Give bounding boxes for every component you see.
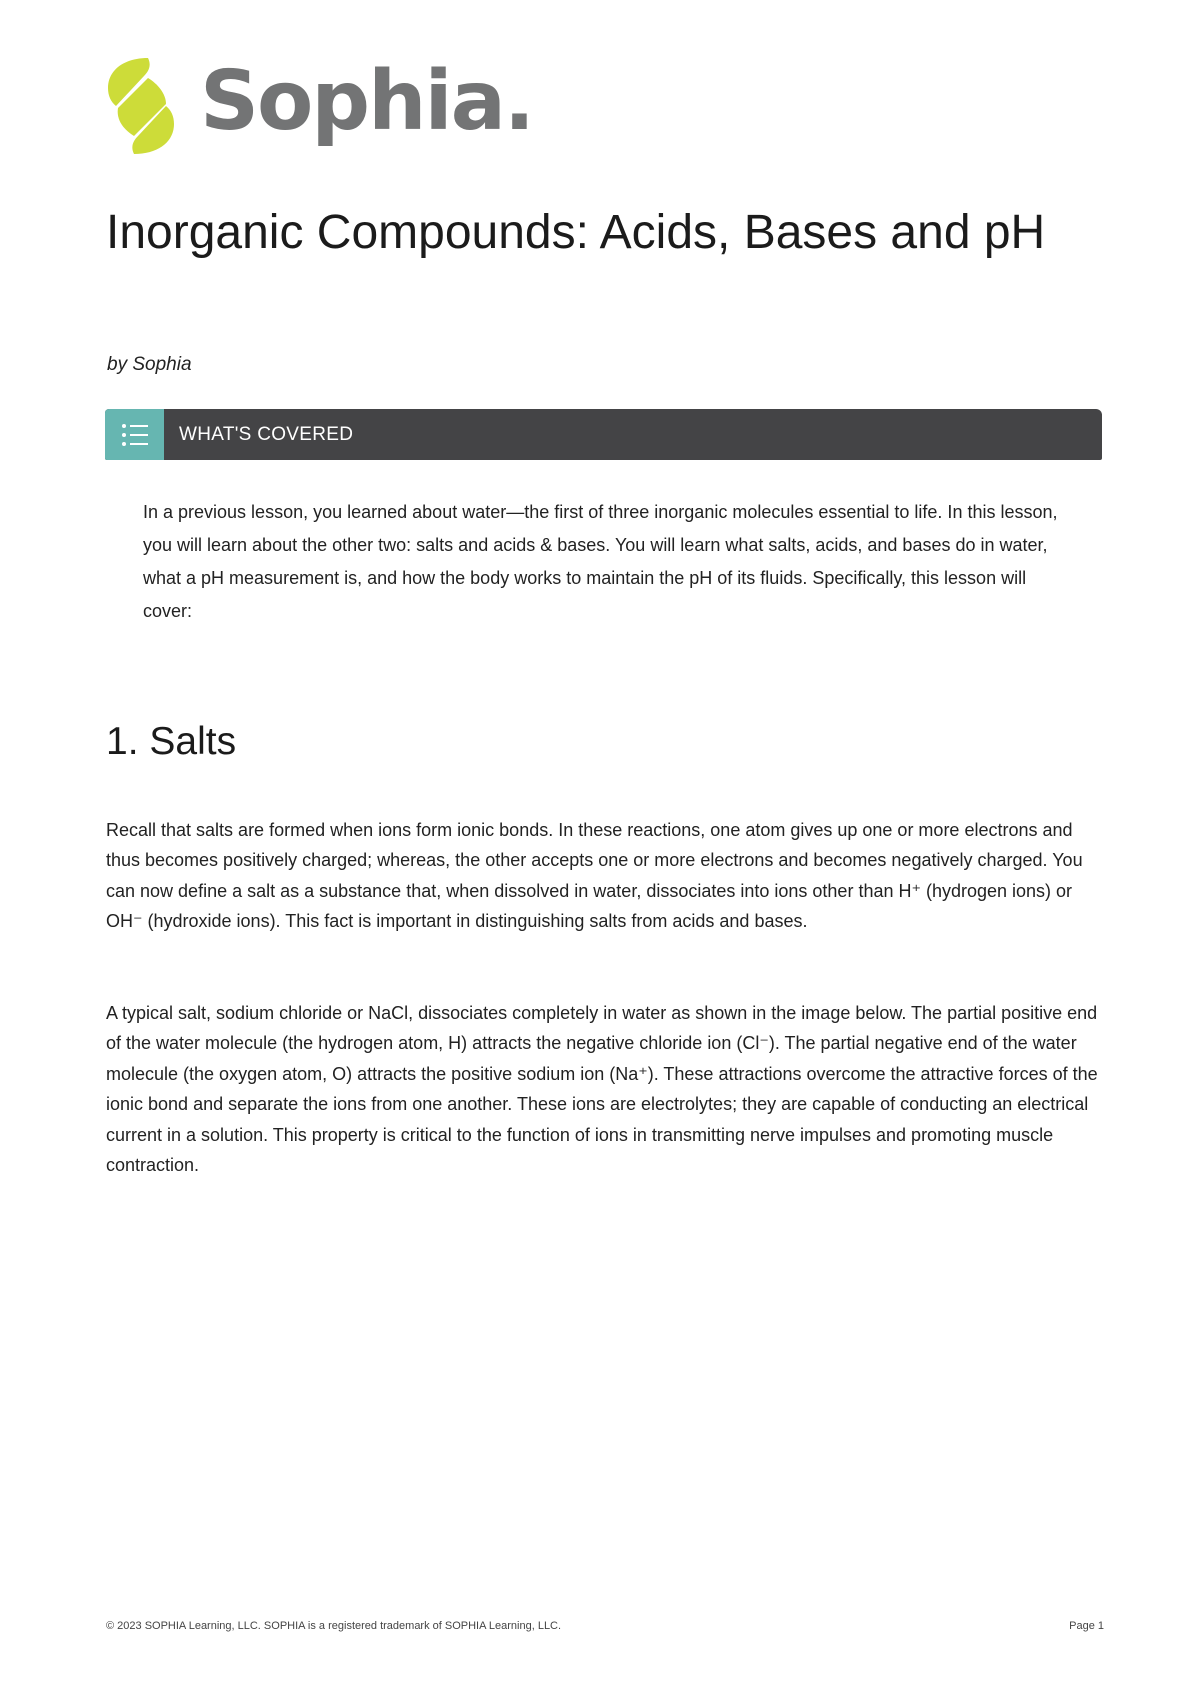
byline: by Sophia bbox=[107, 354, 192, 375]
whats-covered-text: In a previous lesson, you learned about water—the first of three inorganic molecules essential to life. In this lesson, you will learn about the other two: salts and acids & bases. You will learn what salts, acids, and bases do in water, what a pH measurement is, and how the body works to maintain the pH of its fluids. Specifically, this lesson will cover: bbox=[143, 502, 1058, 621]
whats-covered-label: WHAT'S COVERED bbox=[179, 423, 354, 445]
sophia-logo-mark-icon bbox=[104, 56, 178, 156]
salts-paragraph-1: Recall that salts are formed when ions form ionic bonds. In these reactions, one atom gives up one or more electrons and thus becomes positively charged; whereas, the other accepts one or more electrons and becomes negatively charged. You can now define a salt as a substance that, when dissolved in water, dissociates into ions other than H⁺ (hydrogen ions) or OH⁻ (hydroxide ions). This fact is important in distinguishing salts from acids and bases. bbox=[106, 820, 1083, 932]
list-icon bbox=[105, 409, 164, 460]
footer-page-number: Page 1 bbox=[1069, 1620, 1104, 1632]
sophia-logo bbox=[104, 56, 533, 156]
sophia-logo-text: Sophia. bbox=[200, 54, 534, 149]
footer-copyright: © 2023 SOPHIA Learning, LLC. SOPHIA is a registered trademark of SOPHIA Learning, LLC. bbox=[106, 1620, 562, 1632]
section-heading-salts: 1. Salts bbox=[106, 720, 237, 763]
whats-covered-bar bbox=[105, 409, 1102, 460]
salts-paragraph-2: A typical salt, sodium chloride or NaCl, dissociates completely in water as shown in the image below. The partial positive end of the water molecule (the hydrogen atom, H) attracts the negative chloride ion (Cl⁻). The partial negative end of the water molecule (the oxygen atom, O) attracts the positive sodium ion (Na⁺). These attractions overcome the attractive forces of the ionic bond and separate the ions from one another. These ions are electrolytes; they are capable of conducting an electrical current in a solution. This property is critical to the function of ions in transmitting nerve impulses and promoting muscle contraction. bbox=[106, 1003, 1098, 1176]
page-title: Inorganic Compounds: Acids, Bases and pH bbox=[106, 206, 1046, 259]
